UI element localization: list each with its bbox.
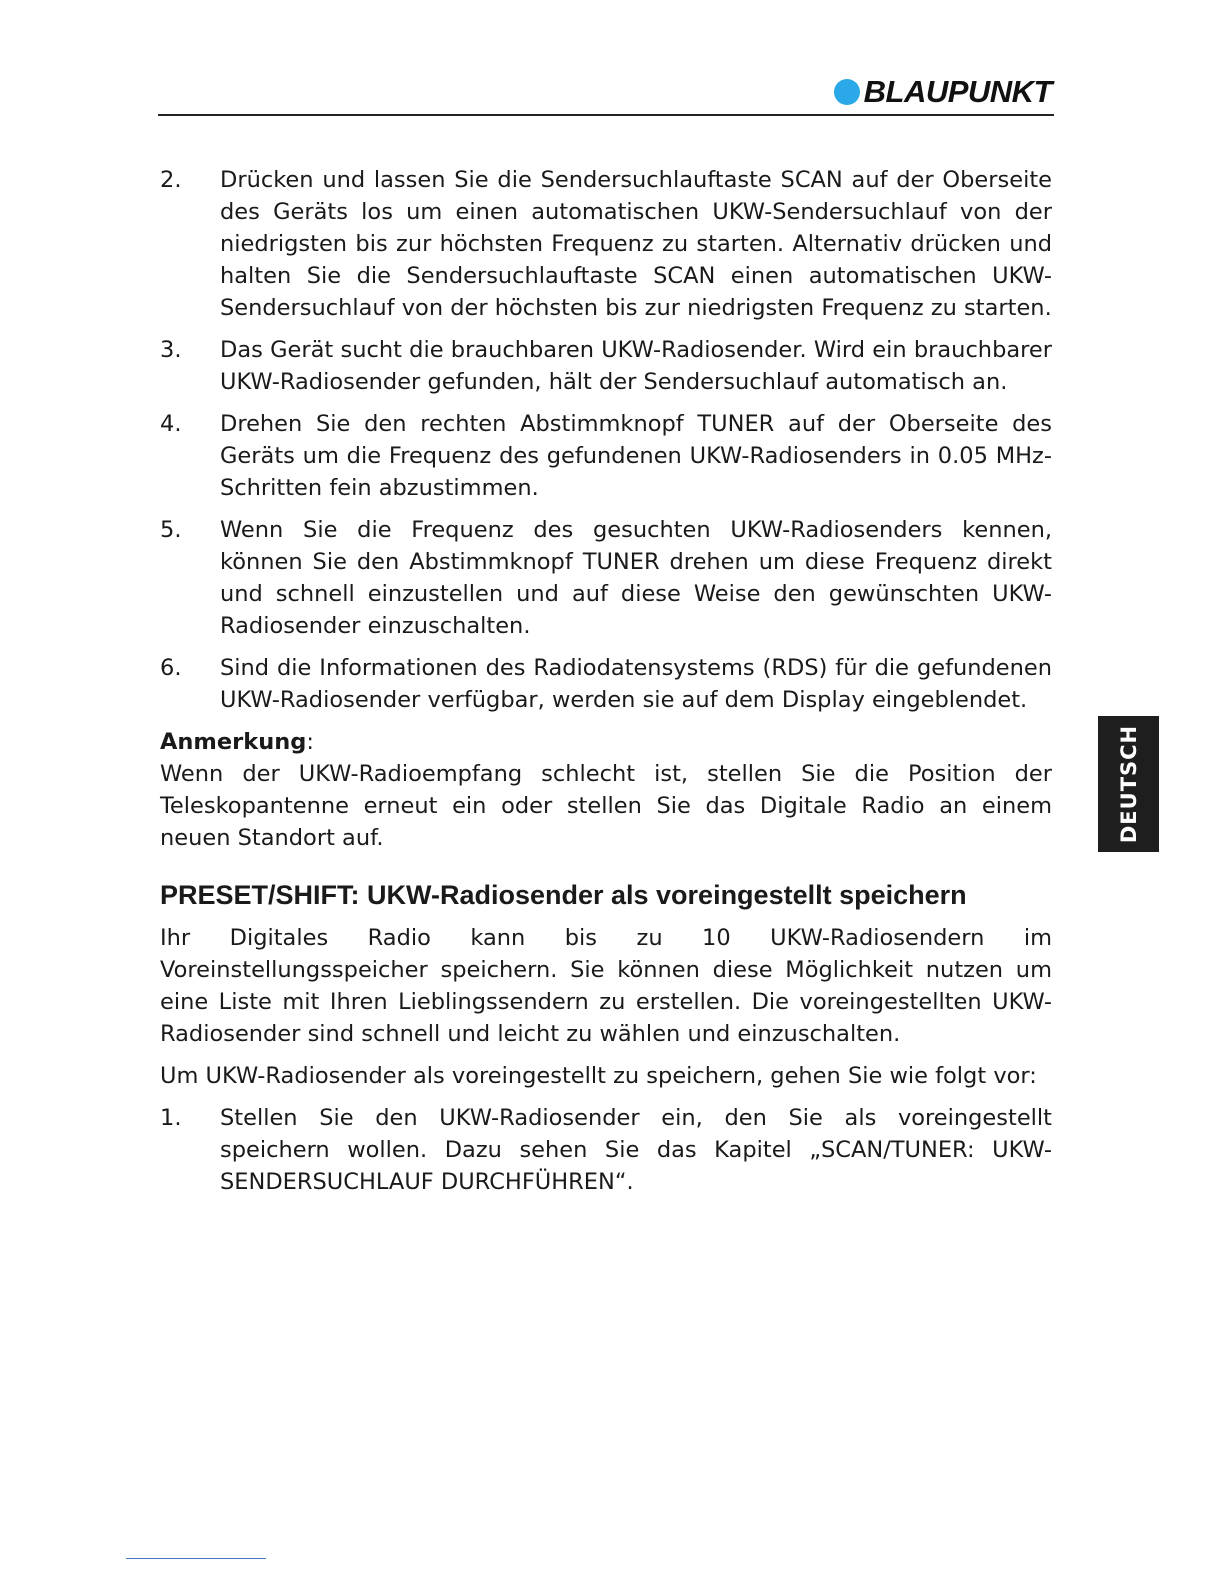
page-content: [160, 164, 1052, 1208]
note-heading: [160, 726, 1052, 758]
list-item: [160, 408, 1052, 504]
section-heading: PRESET/SHIFT: UKW-Radiosender als voreingestellt speichern: [160, 880, 967, 910]
list-item-number: 5.: [160, 517, 182, 543]
list-item: [160, 164, 1052, 324]
list-item-text: Sind die Informationen des Radiodatensystems (RDS) für die gefundenen UKW-Radiosender verfügbar, werden sie auf dem Display eingeblendet.: [220, 655, 1052, 713]
note-text: Wenn der UKW-Radioempfang schlecht ist, stellen Sie die Position der Teleskopantenne erneut ein oder stellen Sie das Digitale Radio an einem neuen Standort auf.: [160, 761, 1052, 851]
list-item-text: Stellen Sie den UKW-Radiosender ein, den Sie als voreingestellt speichern wollen. Dazu sehen Sie das Kapitel „SCAN/TUNER: UKW-SENDERSUCHLAUF DURCHFÜHREN“.: [220, 1105, 1052, 1195]
list-item-number: 6.: [160, 655, 182, 681]
list-item-number: 1.: [160, 1105, 182, 1131]
brand-logo: [834, 76, 1052, 107]
list-item-text: Drücken und lassen Sie die Sendersuchlauftaste SCAN auf der Oberseite des Geräts los um einen automatischen UKW-Sendersuchlauf von der niedrigsten bis zur höchsten Frequenz zu starten. Alternativ drücken und halten Sie die Sendersuchlauftaste SCAN einen automatischen UKW-Sendersuchlauf von der höchsten bis zur niedrigsten Frequenz zu starten.: [220, 167, 1052, 321]
note-label: Anmerkung: [160, 729, 307, 755]
brand-name: BLAUPUNKT: [863, 74, 1052, 109]
list-item-text: Das Gerät sucht die brauchbaren UKW-Radiosender. Wird ein brauchbarer UKW-Radiosender gefunden, hält der Sendersuchlauf automatisch an.: [220, 337, 1052, 395]
section-paragraph: Ihr Digitales Radio kann bis zu 10 UKW-Radiosendern im Voreinstellungsspeicher speichern. Sie können diese Möglichkeit nutzen um eine Liste mit Ihren Lieblingssendern zu erstellen. Die voreingestellten UKW-Radiosender sind schnell und leicht zu wählen und einzuschalten.: [160, 925, 1052, 1047]
language-tab: [1098, 716, 1159, 852]
list-item: [160, 334, 1052, 398]
list-item-text: Wenn Sie die Frequenz des gesuchten UKW-Radiosenders kennen, können Sie den Abstimmknopf TUNER drehen um diese Frequenz direkt und schnell einzustellen und auf diese Weise den gewünschten UKW-Radiosender einzuschalten.: [220, 517, 1052, 639]
list-item: [160, 514, 1052, 642]
language-tab-label: DEUTSCH: [1116, 724, 1141, 844]
list-item-number: 2.: [160, 167, 182, 193]
note-colon: :: [306, 729, 314, 755]
footer-rule: [126, 1558, 266, 1559]
list-item: [160, 1102, 1052, 1198]
brand-dot-icon: [834, 79, 860, 105]
list-item-number: 3.: [160, 337, 182, 363]
note-block: [160, 726, 1052, 854]
header-divider: [158, 114, 1054, 116]
page-header: [158, 70, 1054, 116]
section-paragraph: Um UKW-Radiosender als voreingestellt zu speichern, gehen Sie wie folgt vor:: [160, 1063, 1037, 1089]
list-item: [160, 652, 1052, 716]
list-item-text: Drehen Sie den rechten Abstimmknopf TUNER auf der Oberseite des Geräts um die Frequenz des gefundenen UKW-Radiosenders in 0.05 MHz-Schritten fein abzustimmen.: [220, 411, 1052, 501]
list-item-number: 4.: [160, 411, 182, 437]
